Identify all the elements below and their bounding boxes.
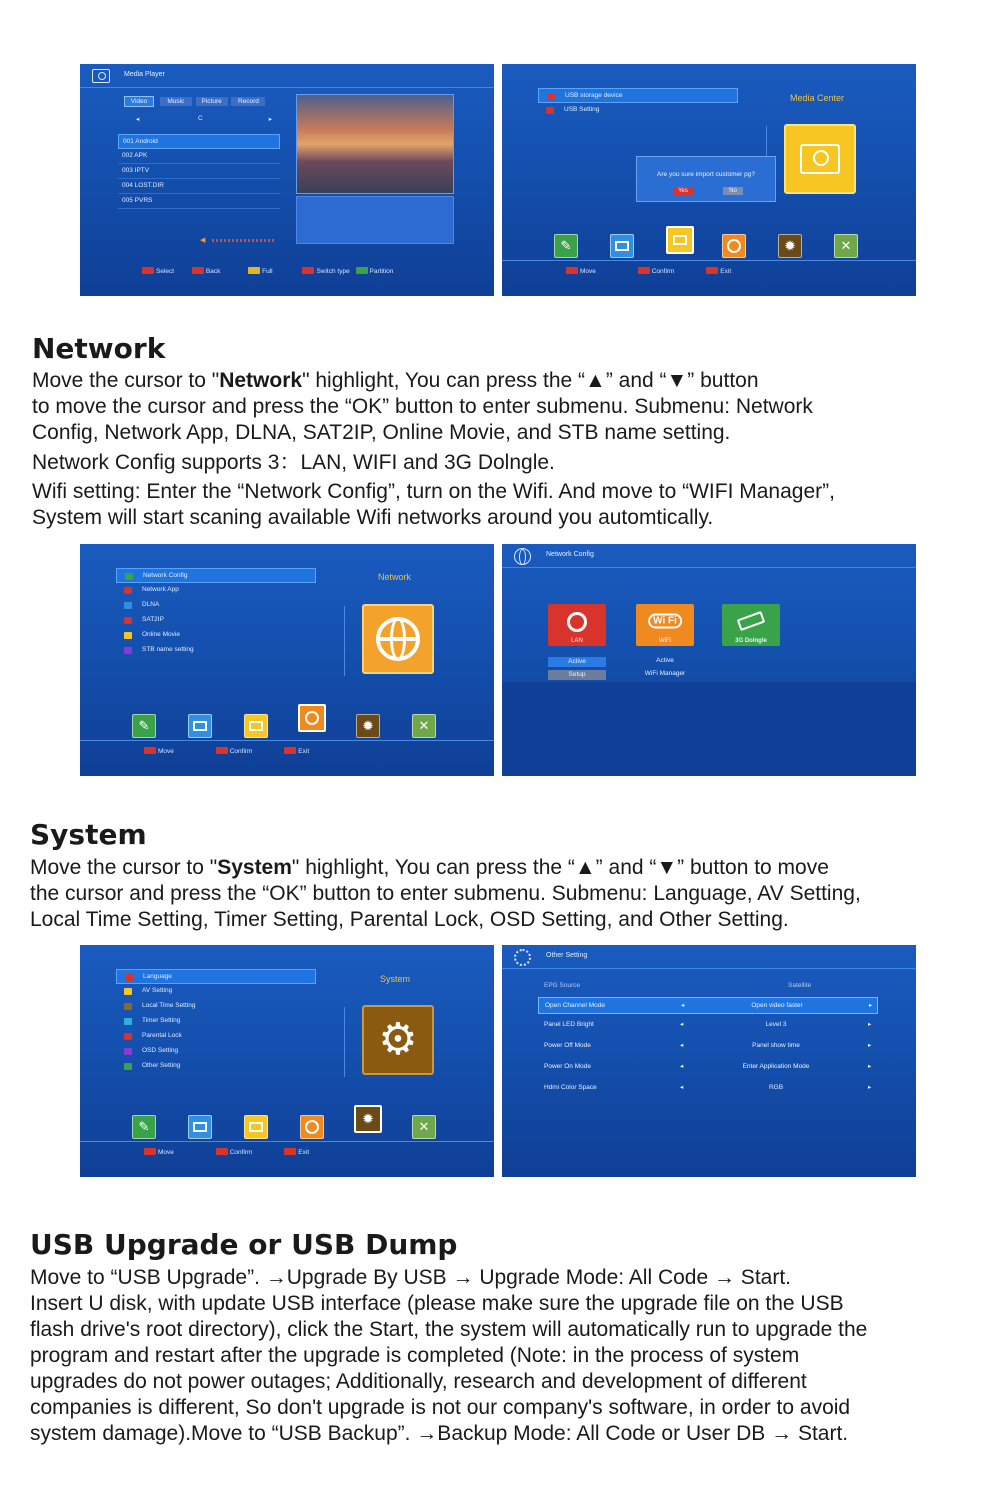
hint-full: Full <box>262 268 273 275</box>
system-hints <box>144 1148 309 1156</box>
dialog-question: Are you sure import customer pg? <box>657 171 755 178</box>
media-player-title: Media Player <box>124 71 165 78</box>
setting-value: Enter Application Mode <box>742 1063 810 1070</box>
usb-storage-icon <box>547 93 555 100</box>
usb-description <box>30 1265 867 1447</box>
setting-value: Open video faster <box>751 1002 803 1009</box>
network-globe-icon[interactable] <box>298 704 326 732</box>
footer-line <box>502 260 916 261</box>
menu-item-timer[interactable]: Timer Setting <box>116 1014 316 1029</box>
satellite-icon[interactable]: ✎ <box>554 234 578 258</box>
video-player-icon <box>800 144 840 174</box>
sat2ip-icon <box>124 617 132 624</box>
wifi-tile[interactable] <box>636 604 694 646</box>
chevron-right-icon[interactable]: ▸ <box>868 1084 872 1091</box>
menu-item-network-config[interactable]: Network Config <box>116 568 316 583</box>
network-hints <box>144 747 309 755</box>
network-globe-icon[interactable] <box>300 1115 324 1139</box>
divider-line <box>344 1007 345 1077</box>
move-key-icon <box>144 747 156 754</box>
language-icon <box>125 974 133 981</box>
osd-icon <box>124 1048 132 1055</box>
network-heading: Network <box>32 332 166 365</box>
settings-gear-icon[interactable]: ✹ <box>778 234 802 258</box>
chevron-left-icon[interactable]: ◂ <box>680 1063 684 1070</box>
media-player-header <box>80 64 494 88</box>
setting-value: Panel show time <box>752 1042 800 1049</box>
clock-icon <box>124 1003 132 1010</box>
wifi-manager-button[interactable]: WiFi Manager <box>644 670 686 677</box>
tv-icon[interactable] <box>188 1115 212 1139</box>
setting-value: Satellite <box>788 982 812 989</box>
drive-selector[interactable] <box>124 115 284 125</box>
chevron-right-icon[interactable]: ▸ <box>869 1002 873 1009</box>
hint-confirm: Confirm <box>229 748 253 755</box>
setting-value: Level 3 <box>765 1021 787 1028</box>
ok-key-icon <box>216 747 228 754</box>
media-center-title: Media Center <box>790 93 845 103</box>
network-config-icon <box>125 573 133 580</box>
chevron-right-icon[interactable]: ▸ <box>868 1021 872 1028</box>
preview-info-panel <box>296 196 454 244</box>
file-item[interactable]: 004 LOST.DIR <box>118 179 280 194</box>
network-line: Config, Network App, DLNA, SAT2IP, Online Movie, and STB name setting. <box>32 421 731 444</box>
menu-item-online-movie[interactable]: Online Movie <box>116 628 316 643</box>
menu-item-other[interactable]: Other Setting <box>116 1059 316 1074</box>
hint-partition: Partition <box>369 268 394 275</box>
footer-line <box>80 740 494 741</box>
online-movie-icon <box>124 632 132 639</box>
settings-gear-icon[interactable]: ✹ <box>356 714 380 738</box>
exit-key-icon <box>284 1148 296 1155</box>
settings-table <box>538 977 878 1098</box>
lan-setup-button[interactable]: Setup <box>548 670 606 680</box>
chevron-left-icon[interactable]: ◂ <box>681 1002 685 1009</box>
system-submenu <box>116 969 316 1074</box>
media-center-hints <box>566 267 731 275</box>
media-center-menu <box>538 88 738 118</box>
tools-icon[interactable]: ✕ <box>412 1115 436 1139</box>
usb-setting-icon <box>546 107 554 114</box>
satellite-icon[interactable]: ✎ <box>132 714 156 738</box>
tab-video[interactable]: Video <box>124 96 154 107</box>
divider-line <box>344 606 345 676</box>
network-config-title: Network Config <box>546 551 594 558</box>
usb-line: companies is different, So don't upgrade is not our company's software, in order to avoid <box>30 1396 851 1419</box>
media-player-icon <box>92 69 110 83</box>
hint-switch-type: Switch type <box>316 268 350 275</box>
dlna-icon <box>124 602 132 609</box>
tools-icon[interactable]: ✕ <box>412 714 436 738</box>
network-config-header <box>502 544 916 568</box>
yellow-key-icon <box>248 267 260 274</box>
usb-line: Move to “USB Upgrade”. →Upgrade By USB → Upgrade Mode: All Code → Start. <box>30 1266 791 1289</box>
gear-icon: ⚙ <box>378 1015 418 1064</box>
hint-confirm: Confirm <box>651 268 675 275</box>
tv-icon[interactable] <box>188 714 212 738</box>
hint-move: Move <box>580 268 596 275</box>
system-line: Move the cursor to "System" highlight, You can press the “▲” and “▼” button to move <box>30 856 829 879</box>
dialog-no-button[interactable]: No <box>723 187 743 195</box>
chevron-left-icon[interactable]: ◂ <box>680 1042 684 1049</box>
other-setting-screenshot <box>502 945 916 1177</box>
usb-line: program and restart after the upgrade is completed (Note: in the process of system <box>30 1344 800 1367</box>
setting-row-hdmi-color[interactable] <box>538 1077 878 1098</box>
hint-exit: Exit <box>720 268 732 275</box>
network-menu-screenshot <box>80 544 494 776</box>
setting-label: Panel LED Bright <box>544 1021 594 1028</box>
chevron-right-icon[interactable]: ▸ <box>868 1042 872 1049</box>
media-center-screenshot <box>502 64 916 296</box>
lan-globe-icon <box>567 612 587 632</box>
satellite-icon[interactable]: ✎ <box>132 1115 156 1139</box>
media-player-hints <box>142 267 393 275</box>
usb-line: Insert U disk, with update USB interface (please make sure the upgrade file on the USB <box>30 1292 844 1315</box>
menu-item-stb-name[interactable]: STB name setting <box>116 643 316 658</box>
usb-line: flash drive's root directory), click the Start, the system will automatically run to upgrade the <box>30 1318 868 1341</box>
file-list <box>118 134 280 209</box>
setting-row-panel-led[interactable] <box>538 1014 878 1035</box>
tools-icon[interactable]: ✕ <box>834 234 858 258</box>
media-icon[interactable] <box>244 1115 268 1139</box>
setting-row-power-off[interactable] <box>538 1035 878 1056</box>
settings-gear-icon[interactable]: ✹ <box>354 1105 382 1133</box>
media-center-tile <box>784 124 856 194</box>
move-key-icon <box>144 1148 156 1155</box>
network-line: Move the cursor to "Network" highlight, You can press the “▲” and “▼” button <box>32 369 759 392</box>
setting-label: Power On Mode <box>544 1063 591 1070</box>
system-description <box>30 855 861 933</box>
footer-line <box>80 1141 494 1142</box>
exit-key-icon <box>284 747 296 754</box>
media-icon[interactable] <box>244 714 268 738</box>
menu-item-usb-setting[interactable]: USB Setting <box>538 103 738 118</box>
menu-item-dlna[interactable]: DLNA <box>116 598 316 613</box>
exit-key-icon <box>706 267 718 274</box>
network-tile <box>362 604 434 674</box>
hint-select: Select <box>156 268 175 275</box>
volume-bar[interactable] <box>198 236 278 244</box>
network-globe-icon[interactable] <box>722 234 746 258</box>
system-heading: System <box>30 818 147 851</box>
setting-row-epg[interactable] <box>538 977 878 997</box>
menu-item-osd[interactable]: OSD Setting <box>116 1044 316 1059</box>
confirm-dialog <box>636 156 776 202</box>
file-item[interactable]: 003 IPTV <box>118 164 280 179</box>
network-submenu <box>116 568 316 658</box>
stb-name-icon <box>124 647 132 654</box>
network-description <box>32 368 835 531</box>
setting-label: Open Channel Mode <box>545 1002 605 1009</box>
hint-move: Move <box>158 1149 174 1156</box>
system-line: Local Time Setting, Timer Setting, Parental Lock, OSD Setting, and Other Setting. <box>30 908 789 931</box>
file-item[interactable]: 002 APK <box>118 149 280 164</box>
move-key-icon <box>566 267 578 274</box>
setting-row-open-channel[interactable] <box>538 997 878 1014</box>
file-item[interactable]: 001 Android <box>118 134 280 149</box>
3g-dongle-tile[interactable] <box>722 604 780 646</box>
hint-confirm: Confirm <box>229 1149 253 1156</box>
green-key-icon <box>356 267 368 274</box>
hint-exit: Exit <box>298 748 310 755</box>
system-tile <box>362 1005 434 1075</box>
menu-item-sat2ip[interactable]: SAT2IP <box>116 613 316 628</box>
ok-key-icon <box>142 267 154 274</box>
ok-key-icon <box>216 1148 228 1155</box>
volume-track <box>212 239 274 242</box>
timer-icon <box>124 1018 132 1025</box>
tv-icon[interactable] <box>610 234 634 258</box>
drive-label: C <box>198 115 203 122</box>
globe-icon <box>514 548 531 565</box>
lan-status: Active <box>548 657 606 667</box>
lower-panel <box>502 682 916 776</box>
menu-item-parental-lock[interactable]: Parental Lock <box>116 1029 316 1044</box>
hint-exit: Exit <box>298 1149 310 1156</box>
tab-record[interactable]: Record <box>231 97 265 106</box>
network-line: System will start scaning available Wifi networks around you automtically. <box>32 506 714 529</box>
dialog-yes-button[interactable]: Yes <box>673 187 693 195</box>
usb-line: upgrades do not power outages; Additionally, research and development of different <box>30 1370 807 1393</box>
setting-row-power-on[interactable] <box>538 1056 878 1077</box>
menu-item-usb-storage[interactable]: USB storage device <box>538 88 738 103</box>
chevron-right-icon[interactable]: ▸ <box>868 1063 872 1070</box>
tab-music[interactable]: Music <box>160 97 192 106</box>
preview-image <box>296 94 454 194</box>
chevron-left-icon[interactable]: ◂ <box>136 116 140 123</box>
wifi-icon: Wi Fi <box>648 613 682 628</box>
setting-value: RGB <box>768 1084 784 1091</box>
network-line: Wifi setting: Enter the “Network Config”, turn on the Wifi. And move to “WIFI Manager”, <box>32 480 835 503</box>
menu-item-network-app[interactable]: Network App <box>116 583 316 598</box>
setting-label: EPG Source <box>544 982 581 989</box>
menu-item-local-time[interactable]: Local Time Setting <box>116 999 316 1014</box>
dongle-label: 3G Dolngle <box>735 638 767 644</box>
globe-icon <box>376 617 420 661</box>
media-tabs <box>124 96 265 107</box>
wifi-status: Active <box>656 657 674 664</box>
ok-key-icon <box>638 267 650 274</box>
usb-heading: USB Upgrade or USB Dump <box>30 1228 458 1261</box>
red-key-icon <box>302 267 314 274</box>
speaker-icon: ◀ <box>200 237 206 244</box>
other-setting-icon <box>124 1063 132 1070</box>
dongle-icon <box>737 611 766 631</box>
other-setting-title: Other Setting <box>546 952 588 959</box>
back-key-icon <box>192 267 204 274</box>
lan-tile[interactable] <box>548 604 606 646</box>
network-app-icon <box>124 587 132 594</box>
network-line: Network Config supports 3：LAN, WIFI and 3G Dolngle. <box>32 451 555 474</box>
media-icon[interactable] <box>666 226 694 254</box>
media-player-screenshot <box>80 64 494 296</box>
wifi-label: WiFi <box>659 638 671 644</box>
menu-item-av-setting[interactable]: AV Setting <box>116 984 316 999</box>
chevron-left-icon[interactable]: ◂ <box>680 1084 684 1091</box>
gear-icon <box>514 949 531 966</box>
setting-label: Power Off Mode <box>544 1042 591 1049</box>
other-setting-header <box>502 945 916 969</box>
system-line: the cursor and press the “OK” button to enter submenu. Submenu: Language, AV Setting, <box>30 882 861 905</box>
system-menu-title: System <box>380 974 411 984</box>
setting-label: Hdmi Color Space <box>544 1084 597 1091</box>
hint-back: Back <box>205 268 221 275</box>
system-menu-screenshot <box>80 945 494 1177</box>
network-line: to move the cursor and press the “OK” button to enter submenu. Submenu: Network <box>32 395 813 418</box>
network-config-screenshot <box>502 544 916 776</box>
chevron-right-icon[interactable]: ▸ <box>268 116 272 123</box>
network-menu-title: Network <box>378 572 412 582</box>
file-item[interactable]: 005 PVRS <box>118 194 280 209</box>
av-setting-icon <box>124 988 132 995</box>
usb-line: system damage).Move to “USB Backup”. →Backup Mode: All Code or User DB → Start. <box>30 1422 849 1445</box>
lan-label: LAN <box>571 638 583 644</box>
menu-item-language[interactable]: Language <box>116 969 316 984</box>
tab-picture[interactable]: Picture <box>196 97 228 106</box>
chevron-left-icon[interactable]: ◂ <box>680 1021 684 1028</box>
lock-icon <box>124 1033 132 1040</box>
hint-move: Move <box>158 748 174 755</box>
